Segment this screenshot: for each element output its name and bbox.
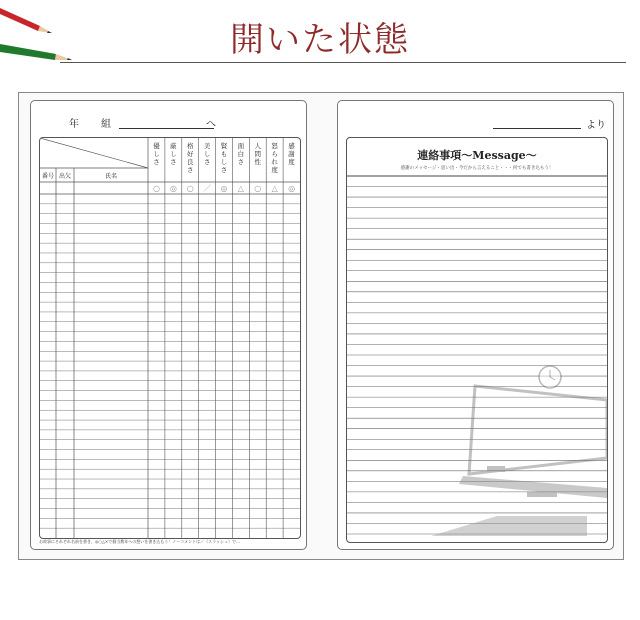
trait-header-char: ら <box>271 150 278 158</box>
trait-header-char: 度 <box>271 166 278 174</box>
message-subtitle: 感謝のメッセージ・思い出・今だから言えること・・・何でも書き込もう！ <box>400 166 554 171</box>
trait-symbol: ◎ <box>220 184 228 193</box>
page-title: 開いた状態 <box>230 20 410 60</box>
trait-header-char: し <box>220 158 228 166</box>
trait-symbol: ◎ <box>288 184 296 193</box>
trait-header-char: 間 <box>254 150 262 158</box>
trait-symbol: △ <box>237 184 244 193</box>
green-pencil-icon <box>0 44 72 60</box>
from-label: より <box>586 120 606 131</box>
year-label: 年 <box>69 119 79 130</box>
trait-header-char: 美 <box>203 142 211 150</box>
trait-header-char: 厳 <box>170 142 177 150</box>
trait-header-char: さ <box>203 158 211 166</box>
roster-table <box>39 137 301 539</box>
trait-header-char: も <box>220 150 228 158</box>
trait-header-char: さ <box>170 158 177 166</box>
trait-symbol: ○ <box>186 184 194 193</box>
class-label: 組 <box>101 119 111 130</box>
trait-header-char: し <box>203 150 211 158</box>
trait-header-char: 良 <box>186 158 194 166</box>
trait-header-char: れ <box>271 158 278 166</box>
trait-header-char: 感 <box>288 142 295 150</box>
trait-header-char: さ <box>237 158 245 166</box>
column-header: 氏名 <box>104 173 118 180</box>
trait-symbol: △ <box>271 184 278 193</box>
trait-header-char: さ <box>220 166 228 174</box>
trait-header-char: 謝 <box>288 150 295 158</box>
trait-header-char: し <box>170 150 177 158</box>
right-page <box>337 100 614 550</box>
trait-header-char: 好 <box>186 150 194 158</box>
desk-icon <box>431 516 587 536</box>
trait-symbol: ／ <box>203 184 212 193</box>
column-header: 出欠 <box>58 173 72 180</box>
trait-header-char: 白 <box>237 150 245 158</box>
trait-symbol: ◎ <box>169 184 177 193</box>
sender-underline <box>493 128 581 129</box>
trait-header-char: し <box>153 150 160 158</box>
trait-header-char: 格 <box>186 142 194 150</box>
footnote: お故事にそれぞれ名前を書き、◎○△×で個当教年への想いを書き込もう！ノーコメントは／（スラッシュ）で… <box>39 539 240 544</box>
addressee-underline <box>119 128 214 129</box>
trait-header-char: 賢 <box>220 142 228 150</box>
red-pencil-icon <box>0 8 52 33</box>
title-divider <box>60 62 626 63</box>
message-box <box>346 137 608 543</box>
trait-symbol: ○ <box>254 184 262 193</box>
message-title: 連絡事項～Message～ <box>417 149 537 162</box>
trait-header-char: 優 <box>153 142 160 150</box>
trait-header-char: 度 <box>288 158 295 166</box>
clock-icon <box>539 366 561 388</box>
message-lines <box>347 138 607 542</box>
pencils-decoration <box>0 0 90 70</box>
trait-header-char: 怒 <box>271 142 278 150</box>
header-diagonal <box>40 138 148 168</box>
trait-header-char: 人 <box>254 142 262 150</box>
left-page <box>30 100 307 550</box>
trait-header-char: さ <box>186 166 194 174</box>
trait-header-char: 面 <box>237 142 245 150</box>
to-label: へ <box>206 119 216 130</box>
column-header: 番号 <box>41 173 55 180</box>
trait-header-char: 性 <box>254 158 262 166</box>
trait-symbol: ○ <box>152 184 160 193</box>
roster-grid <box>40 138 300 538</box>
trait-header-char: さ <box>153 158 160 166</box>
classroom-illustration <box>431 366 607 536</box>
